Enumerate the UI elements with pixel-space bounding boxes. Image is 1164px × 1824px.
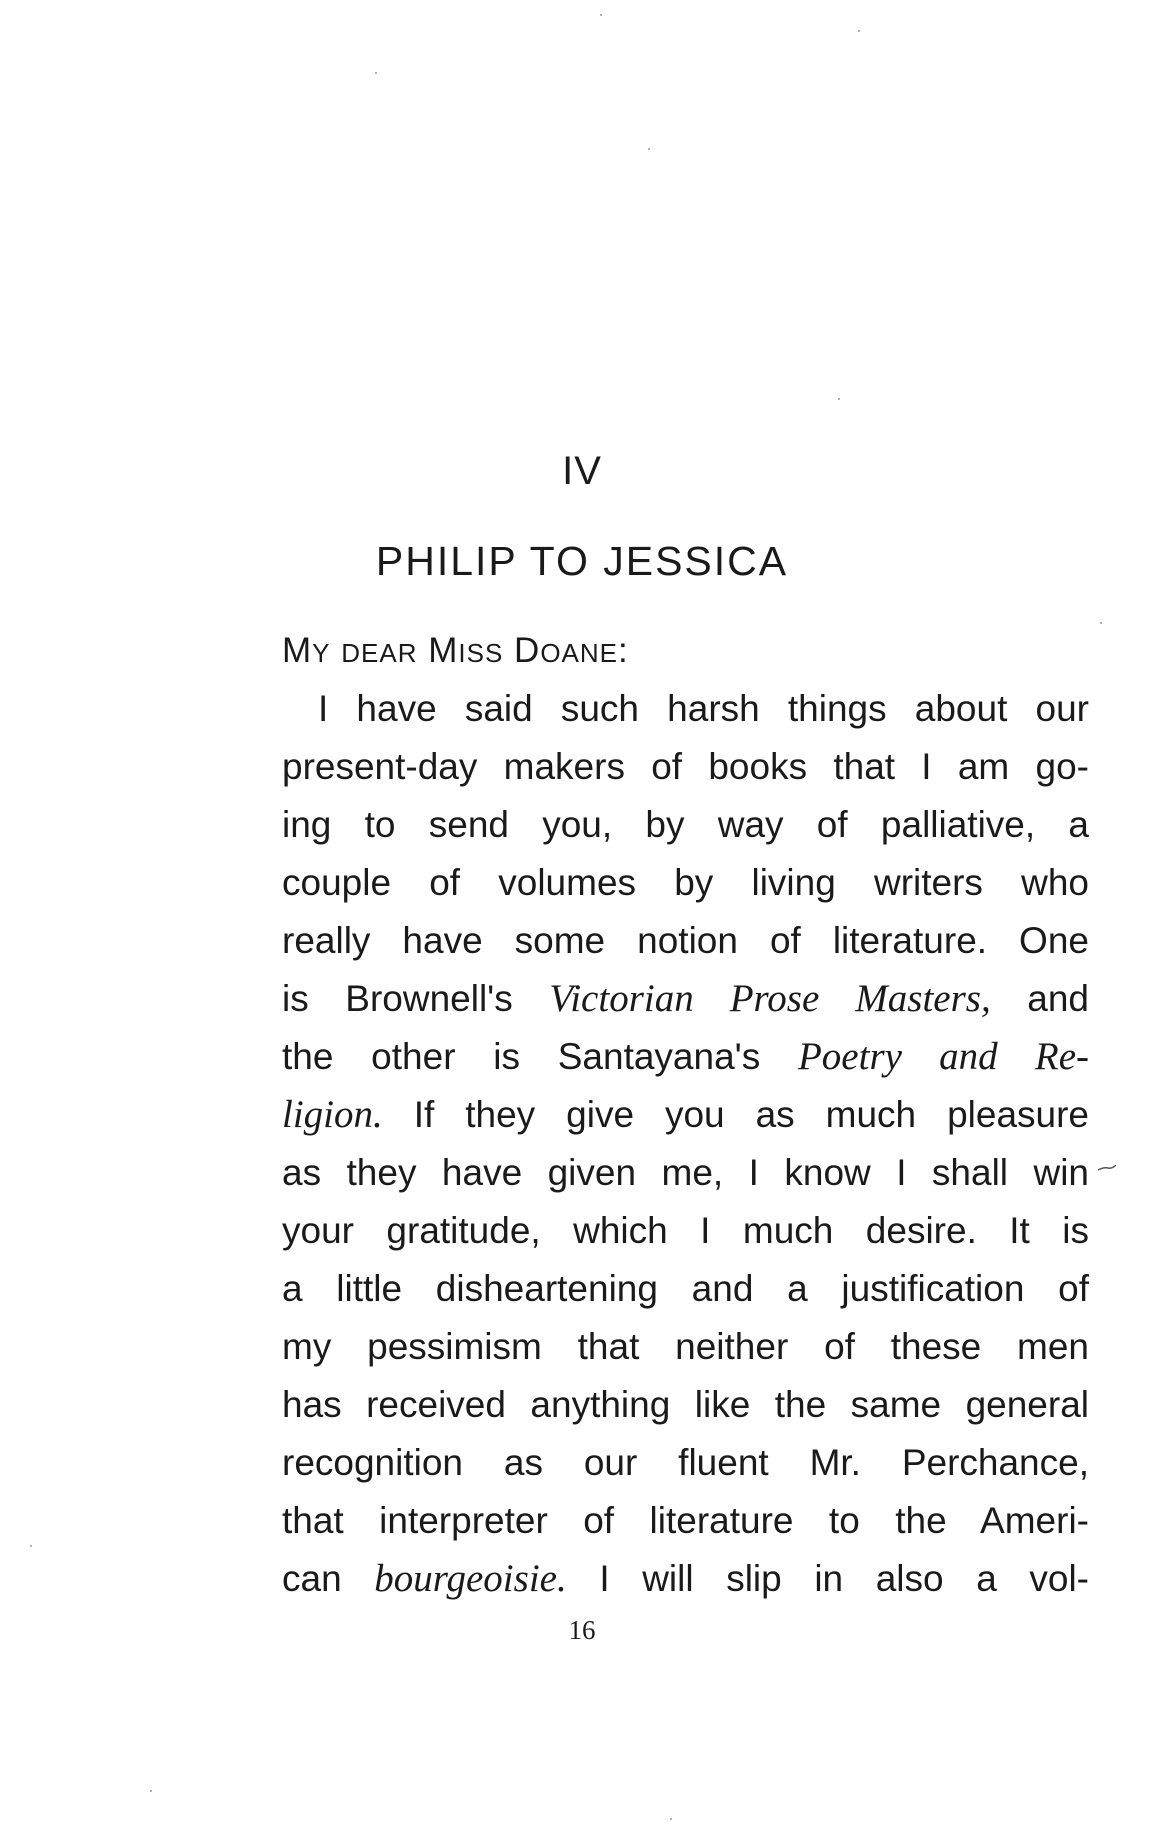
body-line-text: If they give you as much pleasure: [382, 1094, 1089, 1135]
body-line: present-day makers of books that I am go-: [282, 746, 1089, 787]
paper-speck: [838, 398, 840, 400]
body-line: I have said such harsh things about our: [318, 688, 1089, 729]
paper-speck: [648, 148, 650, 150]
foreign-word-italic: bourgeoisie.: [374, 1557, 567, 1600]
book-title-italic: Poetry and Re-: [797, 1035, 1089, 1078]
paper-speck: [858, 30, 860, 32]
chapter-title: PHILIP TO JESSICA: [375, 538, 789, 584]
body-line-text: is Brownell's: [282, 978, 550, 1019]
salutation-small-caps-y: Y: [312, 638, 331, 668]
salutation-initial-my: M: [282, 631, 313, 670]
salutation-small-caps-oane: OANE: [540, 638, 618, 668]
body-line: couple of volumes by living writers who: [282, 862, 1089, 903]
salutation-initial-miss: M: [428, 631, 459, 670]
body-line: [282, 1086, 1089, 1144]
body-line: that interpreter of literature to the Ameri-: [282, 1500, 1089, 1541]
page-number: 16: [568, 1615, 596, 1645]
paper-speck: [375, 72, 377, 74]
salutation-colon: :: [618, 631, 629, 670]
body-line: my pessimism that neither of these men: [282, 1326, 1089, 1367]
body-line-text: and: [990, 978, 1089, 1019]
body-line: [282, 1028, 1089, 1086]
paper-speck: [150, 1790, 152, 1792]
body-line: has received anything like the same general: [282, 1384, 1089, 1425]
salutation-small-caps-iss: ISS: [458, 638, 504, 668]
body-line-text: the other is Santayana's: [282, 1036, 798, 1077]
body-line: [282, 1550, 1089, 1608]
paper-speck: [670, 1818, 672, 1820]
body-line: ing to send you, by way of palliative, a: [282, 804, 1089, 845]
body-line-text: I will slip in also a vol-: [566, 1558, 1089, 1599]
body-line: a little disheartening and a justification of: [282, 1268, 1089, 1309]
body-line: really have some notion of literature. One: [282, 920, 1089, 961]
body-line: as they have given me, I know I shall win: [282, 1152, 1089, 1193]
letter-salutation: [282, 631, 629, 671]
chapter-number: IV: [562, 449, 602, 493]
body-line-text: can: [282, 1558, 375, 1599]
paper-speck: [600, 14, 602, 16]
body-line: your gratitude, which I much desire. It is: [282, 1210, 1089, 1251]
body-line: recognition as our fluent Mr. Perchance,: [282, 1442, 1089, 1483]
body-line: [282, 970, 1089, 1028]
book-title-italic: ligion.: [282, 1093, 383, 1136]
margin-pencil-mark: [1098, 1165, 1116, 1171]
salutation-small-caps-dear: DEAR: [341, 638, 418, 668]
paper-speck: [30, 1545, 32, 1547]
paper-speck: [1100, 622, 1102, 624]
salutation-initial-doane: D: [514, 631, 541, 670]
book-title-italic: Victorian Prose Masters,: [549, 977, 991, 1020]
